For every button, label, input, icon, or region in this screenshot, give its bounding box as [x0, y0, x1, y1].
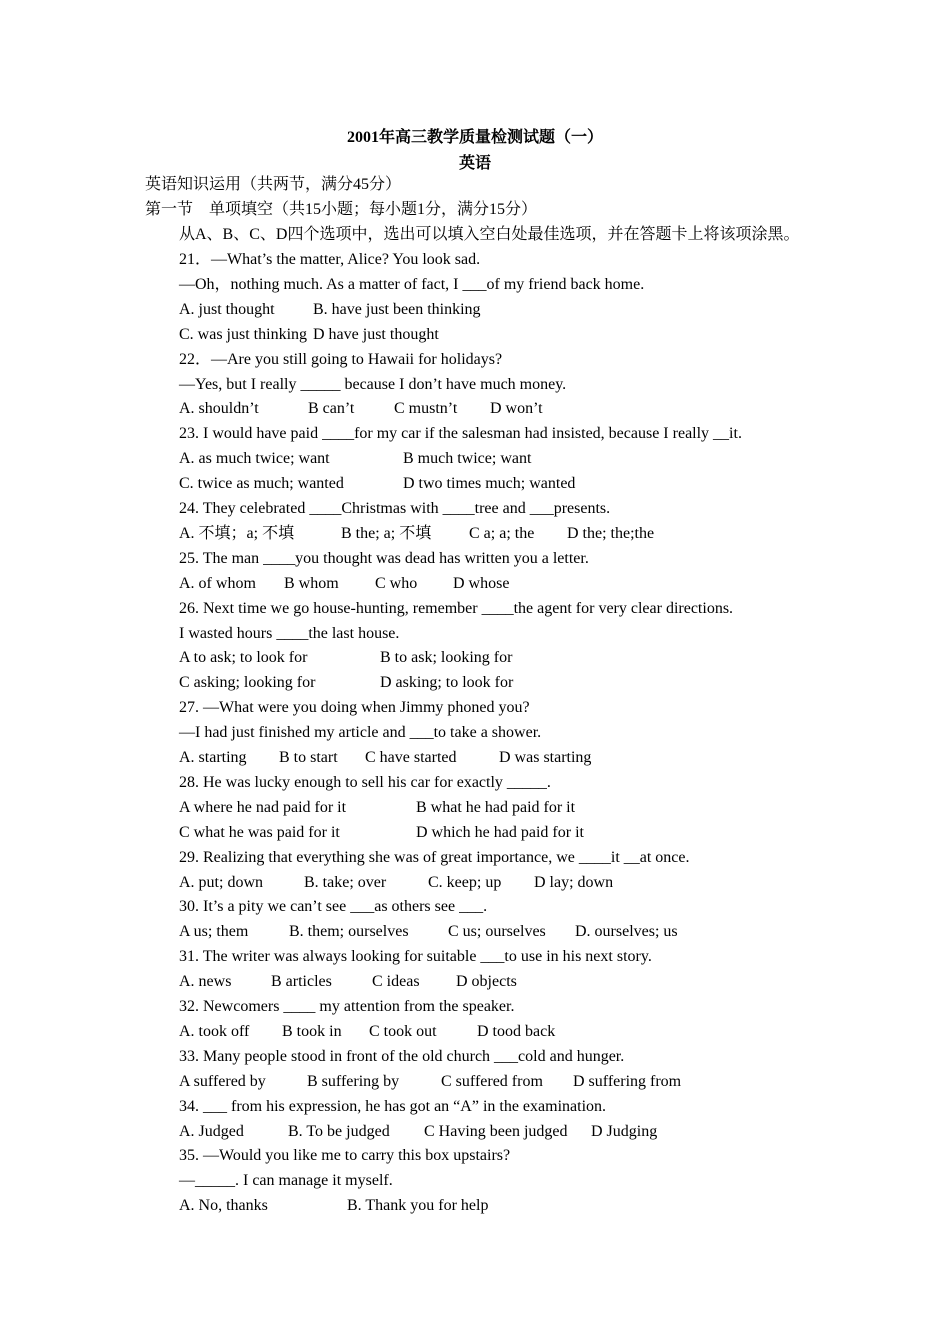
answer-option: C who: [375, 574, 418, 592]
answer-option: A. put; down: [179, 873, 263, 891]
answer-option: D two times much; wanted: [403, 475, 576, 493]
answer-option: C asking; looking for: [179, 674, 316, 692]
answer-option: A. just thought: [179, 300, 275, 318]
question-stem: 25. The man ____you thought was dead has written you a letter.: [179, 549, 589, 567]
answer-option: B to ask; looking for: [380, 649, 513, 667]
answer-option: D whose: [453, 574, 510, 592]
answer-option: D asking; to look for: [380, 674, 514, 692]
question-dialogue-line: —Oh，nothing much. As a matter of fact, I ___of my friend back home.: [179, 275, 645, 293]
answer-option: B. have just been thinking: [313, 300, 481, 318]
answer-option: B. take; over: [304, 873, 387, 891]
answer-option: C what he was paid for it: [179, 823, 340, 841]
option-row: [179, 821, 779, 846]
question-stem: 28. He was lucky enough to sell his car for exactly _____.: [179, 773, 551, 791]
answer-option: D. ourselves; us: [575, 923, 678, 941]
option-row: [179, 746, 779, 771]
answer-option: B. To be judged: [288, 1122, 390, 1140]
question-dialogue-line: —_____. I can manage it myself.: [179, 1172, 393, 1190]
answer-option: C. was just thinking: [179, 325, 308, 343]
section-heading: 第一节 单项填空（共15小题；每小题1分，满分15分）: [145, 201, 538, 218]
answer-option: D the; the;the: [567, 524, 655, 542]
answer-option: B took in: [282, 1022, 342, 1040]
option-row: [179, 447, 779, 472]
answer-option: A. news: [179, 973, 232, 991]
answer-option: A. took off: [179, 1022, 250, 1040]
question-stem: 23. I would have paid ____for my car if the salesman had insisted, because I really __it.: [179, 425, 742, 443]
answer-option: C mustn’t: [394, 400, 458, 418]
answer-option: B to start: [279, 749, 338, 766]
answer-option: C ideas: [372, 973, 420, 991]
answer-option: D Judging: [591, 1122, 658, 1140]
answer-option: A where he nad paid for it: [179, 798, 347, 816]
option-row: [179, 1070, 779, 1095]
answer-option: A. of whom: [179, 574, 256, 592]
answer-option: D tood back: [477, 1022, 556, 1040]
answer-option: D which he had paid for it: [416, 823, 584, 841]
answer-option: A to ask; to look for: [179, 649, 308, 667]
answer-option: B suffering by: [307, 1072, 400, 1090]
option-row: [179, 323, 779, 348]
option-row: [179, 646, 779, 671]
question-stem: 21．—What’s the matter, Alice? You look sad.: [179, 251, 481, 268]
answer-option: D have just thought: [313, 325, 439, 343]
option-row: [179, 970, 779, 995]
answer-option: A suffered by: [179, 1072, 266, 1090]
answer-option: B. Thank you for help: [347, 1197, 489, 1215]
option-row: [179, 472, 779, 497]
question-stem: 34. ___ from his expression, he has got an “A” in the examination.: [179, 1097, 607, 1115]
option-row: [179, 671, 779, 696]
question-stem: 29. Realizing that everything she was of great importance, we ____it __at once.: [179, 848, 690, 866]
option-row: [179, 796, 779, 821]
question-stem: 26. Next time we go house-hunting, remember ____the agent for very clear directions.: [179, 599, 734, 617]
answer-option: B. them; ourselves: [289, 923, 409, 941]
answer-option: C us; ourselves: [448, 923, 546, 941]
answer-option: C suffered from: [441, 1072, 543, 1090]
answer-option: B articles: [271, 973, 332, 991]
question-dialogue-line: I wasted hours ____the last house.: [179, 624, 400, 642]
question-stem: 27. —What were you doing when Jimmy phoned you?: [179, 699, 530, 717]
option-row: [179, 522, 779, 547]
question-stem: 22．—Are you still going to Hawaii for holidays?: [179, 350, 503, 368]
answer-option: A. Judged: [179, 1122, 244, 1140]
question-stem: 31. The writer was always looking for suitable ___to use in his next story.: [179, 948, 652, 966]
answer-option: B can’t: [308, 400, 355, 418]
question-dialogue-line: —Yes, but I really _____ because I don’t have much money.: [179, 375, 567, 393]
exam-subject: 英语: [458, 155, 491, 172]
answer-option: B what he had paid for it: [416, 798, 576, 816]
answer-option: D won’t: [490, 400, 543, 418]
answer-option: A. No, thanks: [179, 1197, 268, 1215]
answer-option: D was starting: [499, 749, 592, 766]
question-stem: 33. Many people stood in front of the old church ___cold and hunger.: [179, 1047, 625, 1065]
answer-option: C Having been judged: [424, 1122, 568, 1140]
exam-title: 2001年高三教学质量检测试题（一）: [346, 129, 603, 146]
answer-option: D objects: [456, 973, 517, 991]
answer-option: B much twice; want: [403, 450, 532, 468]
answer-option: A. starting: [179, 749, 247, 766]
answer-option: A. 不填；a; 不填: [179, 524, 295, 542]
answer-option: D suffering from: [573, 1072, 682, 1090]
option-row: [179, 1020, 779, 1045]
answer-option: C. keep; up: [428, 873, 502, 891]
answer-option: A. shouldn’t: [179, 400, 259, 418]
answer-option: A. as much twice; want: [179, 450, 330, 468]
answer-option: A us; them: [179, 923, 249, 941]
option-row: [179, 298, 779, 323]
option-row: [179, 1194, 779, 1219]
question-stem: 35. —Would you like me to carry this box upstairs?: [179, 1147, 511, 1165]
option-row: [179, 572, 779, 597]
answer-option: C a; a; the: [469, 524, 535, 542]
answer-option: C have started: [365, 749, 457, 766]
part-heading: 英语知识运用（共两节，满分45分）: [145, 176, 402, 193]
answer-option: C. twice as much; wanted: [179, 475, 344, 493]
answer-option: D lay; down: [534, 873, 614, 891]
question-stem: 30. It’s a pity we can’t see ___as others see ___.: [179, 898, 488, 916]
answer-option: B the; a; 不填: [341, 524, 432, 542]
answer-option: B whom: [284, 574, 339, 592]
option-row: [179, 920, 779, 945]
option-row: [179, 397, 779, 422]
question-stem: 24. They celebrated ____Christmas with ____tree and ___presents.: [179, 500, 611, 517]
option-row: [179, 871, 779, 896]
option-row: [179, 1120, 779, 1145]
instruction: 从A、B、C、D四个选项中，选出可以填入空白处最佳选项，并在答题卡上将该项涂黑。: [179, 226, 800, 243]
question-dialogue-line: —I had just finished my article and ___to take a shower.: [179, 724, 542, 742]
answer-option: C took out: [369, 1022, 437, 1040]
question-stem: 32. Newcomers ____ my attention from the speaker.: [179, 998, 515, 1015]
